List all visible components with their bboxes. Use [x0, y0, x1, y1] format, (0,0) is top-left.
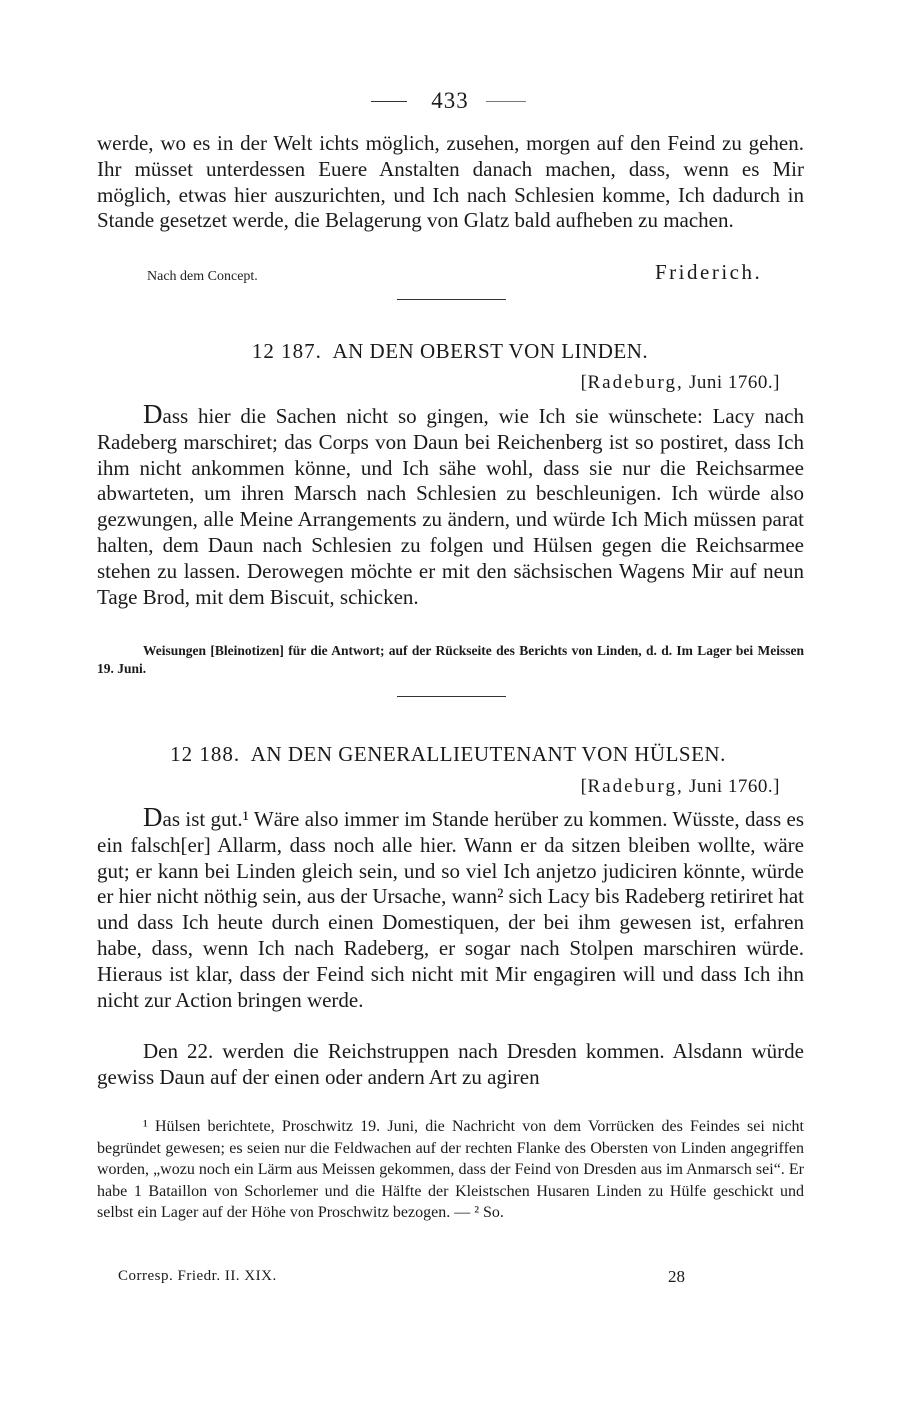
initial-letter: D: [143, 802, 163, 832]
footer-sheet-number: 28: [668, 1267, 685, 1286]
letter-heading: [0, 339, 900, 364]
signature: Friderich.: [655, 260, 763, 284]
footnotes: ¹ Hülsen berichtete, Proschwitz 19. Juni, die Nachricht von dem Vorrücken des Feindes sei nicht begründet gewesen; es seien nur die Feldwachen auf der rechten Flanke des Obersten von Linden angegriffen worden, „wozu noch ein Lärm aus Meissen gekommen, dass der Feind von Dresden aus im Anmarsch sei“. Er habe 1 Bataillon von Schorlemer und die Hälfte der Kleistschen Husaren Linden zu Hülfe geschickt und selbst ein Lager auf der Höhe von Proschwitz bezogen. — ² So.: [97, 1118, 804, 1221]
date-bracket: [: [580, 776, 588, 797]
date-bracket: [: [580, 372, 588, 393]
letter-number: 12 187.: [251, 339, 322, 363]
letter-body: [97, 802, 804, 1013]
letter-title: AN DEN OBERST VON LINDEN.: [332, 339, 649, 363]
letter-dateline: [581, 776, 780, 798]
letter-text: ass hier die Sachen nicht so gingen, wie Ich sie wünschete: Lacy nach Radeberg marschiret; das Corps von Daun bei Reichenberg ist so postiret, dass Ich ihm nicht ankommen könne, und Ich sähe wohl, dass sie nur die Reichsarmee abwarteten, um ihren Marsch nach Schlesien zu beschleunigen. Ich würde also gezwungen, alle Meine Arrangements zu ändern, und würde Ich Mich müssen parat halten, dem Daun nach Schlesien zu folgen und Hülsen gegen die Reichsarmee stehen zu lassen. Derowegen möchte er mit den sächsischen Wagens Mir auf neun Tage Brod, mit dem Biscuit, schicken.: [97, 404, 804, 609]
letter-text: as ist gut.¹ Wäre also immer im Stande herüber zu kommen. Wüsste, dass es ein falsch[er] Allarm, dass noch alle hier. Wann er da sitzen bleiben wollte, wäre gut; er kann bei Linden gleich sein, und so viel Ich anjetzo judiciren könnte, würde er hier nicht nöthig sein, aus der Ursache, wann² sich Lacy bis Radeberg retiriret hat und dass Ich heute durch einen Domestiquen, der bei ihm gewesen ist, erfahren habe, dass, wenn Ich nach Radeberg, er sogar nach Stolpen marschiren würde. Hieraus ist klar, dass der Feind sich nicht mit Mir engagiren will und dass Ich ihn nicht zur Action bringen werde.: [97, 807, 804, 1012]
header-dash-left: [371, 101, 407, 102]
date-text: Juni 1760.]: [683, 776, 780, 797]
header-dash-right: [486, 101, 526, 102]
section-divider: [397, 299, 506, 300]
letter-body-continued: Den 22. werden die Reichstruppen nach Dresden kommen. Alsdann würde gewiss Daun auf der einen oder andern Art zu agiren: [97, 1039, 804, 1089]
editorial-note: Weisungen [Bleinotizen] für die Antwort; auf der Rückseite des Berichts von Linden, d. d. Im Lager bei Meissen 19. Juni.: [97, 643, 804, 676]
page-header: [0, 88, 900, 118]
date-place: Radeburg,: [587, 372, 684, 393]
letter-body: [97, 399, 804, 610]
letter-dateline: [581, 372, 780, 394]
letter-title: AN DEN GENERALLIEUTENANT VON HÜLSEN.: [250, 742, 726, 766]
page-number: 433: [431, 88, 469, 113]
date-place: Radeburg,: [587, 776, 684, 797]
initial-letter: D: [143, 399, 163, 429]
date-text: Juni 1760.]: [683, 372, 780, 393]
intro-paragraph: werde, wo es in der Welt ichts möglich, zusehen, morgen auf den Feind zu gehen. Ihr müsset unterdessen Euere Anstalten danach machen, dass, wenn es Mir möglich, etwas hier auszurichten, und Ich nach Schlesien komme, Ich dadurch in Stande gesetzet werde, die Belagerung von Glatz bald aufheben zu machen.: [97, 131, 804, 233]
letter-number: 12 188.: [170, 742, 241, 766]
section-divider: [397, 696, 506, 697]
letter-heading: [0, 742, 898, 767]
source-note: Nach dem Concept.: [147, 269, 258, 284]
footer-signature-mark: Corresp. Friedr. II. XIX.: [118, 1268, 277, 1284]
